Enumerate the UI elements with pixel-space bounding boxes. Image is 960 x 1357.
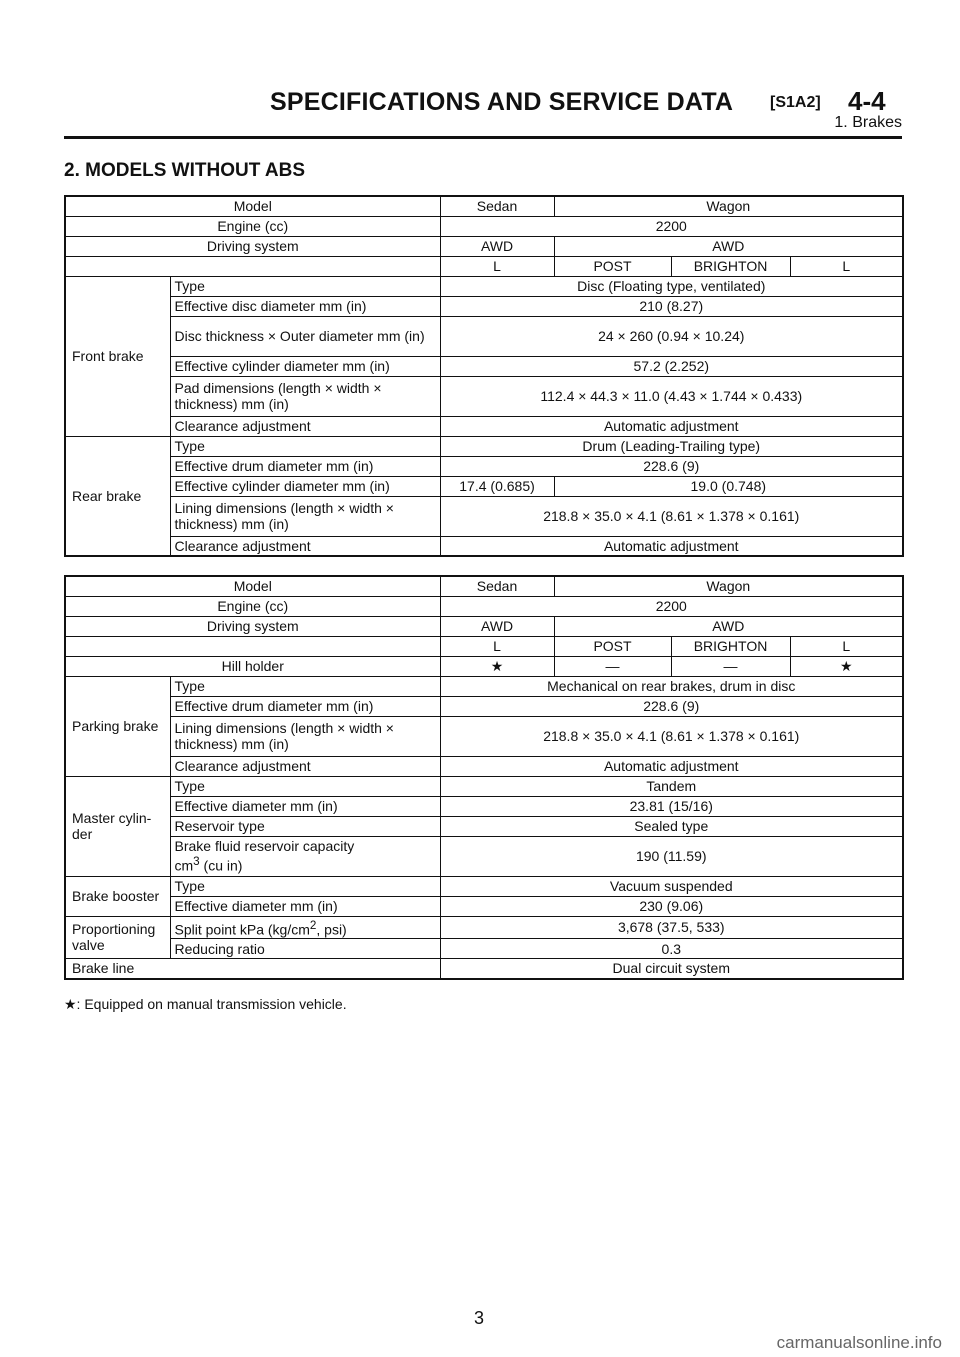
grade-cell: L <box>440 636 554 656</box>
group-label: Brake booster <box>65 876 170 916</box>
header-cell: Model <box>65 576 440 596</box>
cell-value: 0.3 <box>440 939 903 959</box>
table-row <box>65 536 903 556</box>
dash-icon: — <box>554 656 671 676</box>
cell-value: 230 (9.06) <box>440 896 903 916</box>
row-label <box>170 836 440 876</box>
cell-value: 17.4 (0.685) <box>440 476 554 496</box>
row-label: Type <box>170 436 440 456</box>
row-label: Reservoir type <box>170 816 440 836</box>
section-title: 2. MODELS WITHOUT ABS <box>64 160 306 181</box>
cell-value: Tandem <box>440 776 903 796</box>
table-row <box>65 376 903 416</box>
cell-value: 218.8 × 35.0 × 4.1 (8.61 × 1.378 × 0.161) <box>440 716 903 756</box>
superscript: 3 <box>193 855 200 869</box>
label-part: Split point kPa (kg/cm <box>174 921 310 938</box>
group-label: Parking brake <box>65 676 170 776</box>
table-row <box>65 316 903 356</box>
cell-value: Vacuum suspended <box>440 876 903 896</box>
table-row <box>65 416 903 436</box>
row-label: Hill holder <box>65 656 440 676</box>
row-label: Effective cylinder diameter mm (in) <box>170 476 440 496</box>
group-label: Proportioning valve <box>65 916 170 959</box>
cell-value: 57.2 (2.252) <box>440 356 903 376</box>
cell-value: 112.4 × 44.3 × 11.0 (4.43 × 1.744 × 0.433) <box>440 376 903 416</box>
cell-value: 19.0 (0.748) <box>554 476 903 496</box>
row-label: Clearance adjustment <box>170 416 440 436</box>
table-row <box>65 959 903 979</box>
table-row <box>65 876 903 896</box>
table-row <box>65 576 903 596</box>
star-icon: ★ <box>790 656 903 676</box>
row-label: Clearance adjustment <box>170 756 440 776</box>
table-row <box>65 356 903 376</box>
star-icon: ★ <box>440 656 554 676</box>
label-part: (cu in) <box>199 857 243 874</box>
empty-cell <box>65 256 440 276</box>
footer-url: carmanualsonline.info <box>776 1333 942 1352</box>
table-row <box>65 656 903 676</box>
row-label: Driving system <box>65 236 440 256</box>
row-label: Effective diameter mm (in) <box>170 896 440 916</box>
row-label: Effective disc diameter mm (in) <box>170 296 440 316</box>
cell-value: Automatic adjustment <box>440 416 903 436</box>
empty-cell <box>65 636 440 656</box>
table-row <box>65 196 903 216</box>
table-row <box>65 216 903 236</box>
cell-value: Sealed type <box>440 816 903 836</box>
grade-cell: BRIGHTON <box>671 636 790 656</box>
table-row <box>65 296 903 316</box>
cell-value: 24 × 260 (0.94 × 10.24) <box>440 316 903 356</box>
grade-cell: L <box>440 256 554 276</box>
table-row <box>65 236 903 256</box>
table-row <box>65 476 903 496</box>
table-row <box>65 716 903 756</box>
row-label: Type <box>170 276 440 296</box>
header-rule <box>64 136 902 139</box>
row-label: Brake line <box>65 959 440 979</box>
row-label: Engine (cc) <box>65 596 440 616</box>
cell-value: 23.81 (15/16) <box>440 796 903 816</box>
row-label: Effective drum diameter mm (in) <box>170 696 440 716</box>
cell-value: 228.6 (9) <box>440 696 903 716</box>
table-row <box>65 496 903 536</box>
table-row <box>65 916 903 939</box>
table-row <box>65 596 903 616</box>
cell-value: AWD <box>440 616 554 636</box>
row-label: Type <box>170 676 440 696</box>
brake-spec-table-2 <box>64 575 904 980</box>
grade-cell: L <box>790 636 903 656</box>
row-label: Effective diameter mm (in) <box>170 796 440 816</box>
row-label: Type <box>170 776 440 796</box>
table-row <box>65 456 903 476</box>
page-header-title: SPECIFICATIONS AND SERVICE DATA <box>270 88 734 116</box>
brake-spec-table <box>64 195 904 557</box>
header-cell: Model <box>65 196 440 216</box>
table-row <box>65 256 903 276</box>
row-label: Effective cylinder diameter mm (in) <box>170 356 440 376</box>
grade-cell: BRIGHTON <box>671 256 790 276</box>
header-cell: Wagon <box>554 576 903 596</box>
superscript: 2 <box>309 918 317 932</box>
cell-value: AWD <box>440 236 554 256</box>
label-part: , psi) <box>316 921 347 938</box>
row-label: Pad dimensions (length × width × thickness) mm (in) <box>170 376 440 416</box>
cell-value: 210 (8.27) <box>440 296 903 316</box>
header-cell: Wagon <box>554 196 903 216</box>
cell-value: 2200 <box>440 596 903 616</box>
cell-value: Drum (Leading-Trailing type) <box>440 436 903 456</box>
table-row <box>65 676 903 696</box>
cell-value: Automatic adjustment <box>440 536 903 556</box>
table-row <box>65 939 903 959</box>
cell-value: Mechanical on rear brakes, drum in disc <box>440 676 903 696</box>
dash-icon: — <box>671 656 790 676</box>
table-row <box>65 836 903 876</box>
table-row <box>65 616 903 636</box>
table-row <box>65 636 903 656</box>
table-row <box>65 756 903 776</box>
table-row <box>65 816 903 836</box>
row-label: Disc thickness × Outer diameter mm (in) <box>170 316 440 356</box>
grade-cell: L <box>790 256 903 276</box>
row-label: Effective drum diameter mm (in) <box>170 456 440 476</box>
row-label: Lining dimensions (length × width × thickness) mm (in) <box>170 716 440 756</box>
cell-value: AWD <box>554 616 903 636</box>
header-cell: Sedan <box>440 576 554 596</box>
row-label <box>170 916 440 939</box>
cell-value: 218.8 × 35.0 × 4.1 (8.61 × 1.378 × 0.161) <box>440 496 903 536</box>
label-part: cm <box>174 857 194 874</box>
cell-value: AWD <box>554 236 903 256</box>
row-label: Type <box>170 876 440 896</box>
row-label: Engine (cc) <box>65 216 440 236</box>
footnote: ★: Equipped on manual transmission vehicle. <box>64 996 347 1012</box>
section-code: [S1A2] <box>770 94 821 111</box>
cell-value: Disc (Floating type, ventilated) <box>440 276 903 296</box>
group-label: Front brake <box>65 276 170 436</box>
grade-cell: POST <box>554 256 671 276</box>
table-row <box>65 436 903 456</box>
cell-value: 228.6 (9) <box>440 456 903 476</box>
cell-value: Dual circuit system <box>440 959 903 979</box>
cell-value: 2200 <box>440 216 903 236</box>
cell-value: 190 (11.59) <box>440 836 903 876</box>
group-label: Master cylin- der <box>65 776 170 876</box>
chapter-subtitle: 1. Brakes <box>834 114 902 131</box>
grade-cell: POST <box>554 636 671 656</box>
header-cell: Sedan <box>440 196 554 216</box>
page-number: 3 <box>474 1308 485 1328</box>
table-row <box>65 776 903 796</box>
cell-value: 3,678 (37.5, 533) <box>440 916 903 939</box>
table-row <box>65 696 903 716</box>
row-label: Clearance adjustment <box>170 536 440 556</box>
cell-value: Automatic adjustment <box>440 756 903 776</box>
group-label: Rear brake <box>65 436 170 556</box>
table-row <box>65 896 903 916</box>
row-label: Driving system <box>65 616 440 636</box>
row-label: Lining dimensions (length × width × thickness) mm (in) <box>170 496 440 536</box>
row-label: Reducing ratio <box>170 939 440 959</box>
chapter-number: 4-4 <box>848 86 886 116</box>
table-row <box>65 276 903 296</box>
label-part: Brake fluid reservoir capacity <box>174 838 355 855</box>
table-row <box>65 796 903 816</box>
